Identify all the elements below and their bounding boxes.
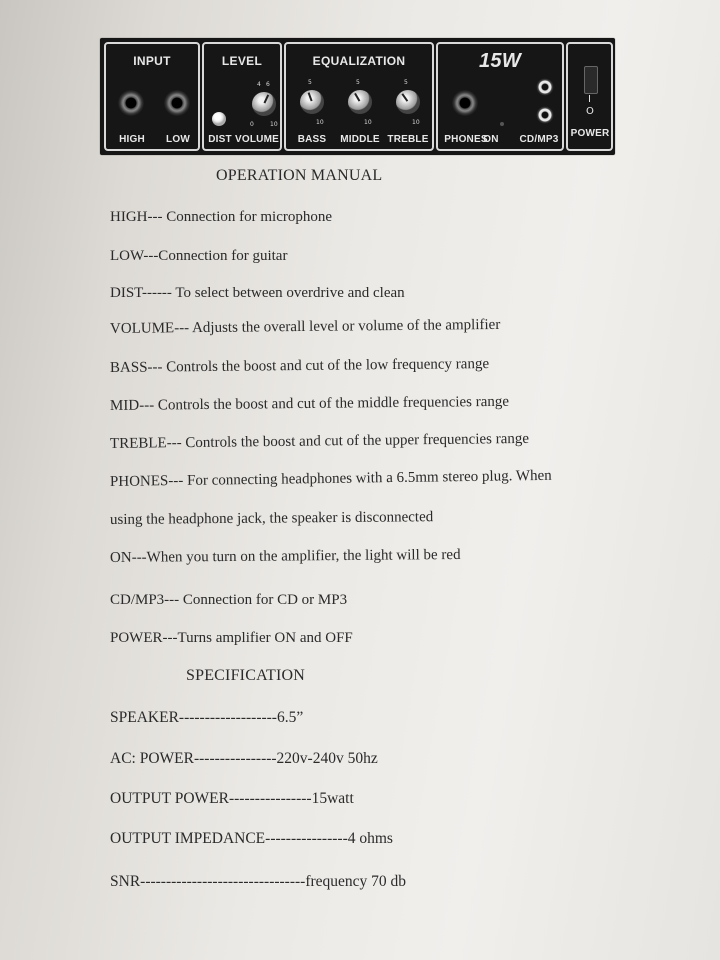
volume-knob xyxy=(252,92,276,116)
manual-line-phones: PHONES--- For connecting headphones with a 6.5mm stereo plug. When xyxy=(109,467,552,490)
operation-manual-heading: OPERATION MANUAL xyxy=(216,167,383,184)
power-section xyxy=(566,42,613,151)
bass-tick-5: 5 xyxy=(308,79,312,86)
manual-line-volume: VOLUME--- Adjusts the overall level or volume of the amplifier xyxy=(109,316,501,337)
equalization-title: EQUALIZATION xyxy=(312,54,406,68)
level-section xyxy=(202,42,282,151)
volume-tick-4: 4 xyxy=(257,81,261,88)
level-title: LEVEL xyxy=(221,54,263,68)
bass-label: BASS xyxy=(297,134,327,145)
phones-jack xyxy=(452,90,478,116)
input-title: INPUT xyxy=(133,54,171,68)
phones-label: PHONES xyxy=(444,134,488,145)
bass-knob xyxy=(300,90,324,114)
volume-label: VOLUME xyxy=(235,134,279,145)
volume-tick-0: 0 xyxy=(250,121,254,128)
wattage-title: 15W xyxy=(478,50,522,72)
manual-line-phones-cont: using the headphone jack, the speaker is disconnected xyxy=(109,509,434,528)
bass-tick-10: 10 xyxy=(316,119,324,126)
on-label: ON xyxy=(483,134,499,145)
power-led xyxy=(500,122,504,126)
low-input-jack xyxy=(164,90,190,116)
spec-line-speaker: SPEAKER-------------------6.5” xyxy=(110,709,304,726)
spec-line-ac-power: AC: POWER----------------220v-240v 50hz xyxy=(110,750,378,767)
manual-line-on: ON---When you turn on the amplifier, the light will be red xyxy=(109,546,461,566)
high-input-jack xyxy=(118,90,144,116)
middle-knob xyxy=(348,90,372,114)
spec-line-output-impedance: OUTPUT IMPEDANCE----------------4 ohms xyxy=(110,830,393,847)
cd-mp3-jack-left xyxy=(536,78,554,96)
power-on-mark: I xyxy=(588,94,591,105)
manual-line-low: LOW---Connection for guitar xyxy=(110,248,288,264)
manual-line-high: HIGH--- Connection for microphone xyxy=(110,209,333,225)
low-label: LOW xyxy=(166,134,190,145)
middle-label: MIDDLE xyxy=(340,134,380,145)
amplifier-control-panel xyxy=(100,38,615,155)
manual-line-treble: TREBLE--- Controls the boost and cut of the upper frequencies range xyxy=(109,430,530,452)
input-section xyxy=(104,42,200,151)
dist-button xyxy=(212,112,226,126)
power-off-mark: O xyxy=(586,106,594,117)
volume-tick-6: 6 xyxy=(266,81,270,88)
treble-tick-5: 5 xyxy=(404,79,408,86)
middle-tick-10: 10 xyxy=(364,119,372,126)
manual-line-dist: DIST------ To select between overdrive and clean xyxy=(110,285,405,301)
spec-line-output-power: OUTPUT POWER----------------15watt xyxy=(110,790,354,807)
high-label: HIGH xyxy=(119,134,145,145)
spec-line-snr: SNR--------------------------------frequency 70 db xyxy=(110,873,407,890)
cd-mp3-label: CD/MP3 xyxy=(519,134,559,145)
treble-knob xyxy=(396,90,420,114)
manual-line-bass: BASS--- Controls the boost and cut of the low frequency range xyxy=(109,356,490,376)
power-switch xyxy=(584,66,598,94)
dist-label: DIST xyxy=(208,134,232,145)
equalization-section xyxy=(284,42,434,151)
output-section xyxy=(436,42,564,151)
manual-line-cd-mp3: CD/MP3--- Connection for CD or MP3 xyxy=(110,592,348,608)
volume-tick-10: 10 xyxy=(270,121,278,128)
manual-line-power: POWER---Turns amplifier ON and OFF xyxy=(110,630,353,646)
treble-tick-10: 10 xyxy=(412,119,420,126)
middle-tick-5: 5 xyxy=(356,79,360,86)
specification-heading: SPECIFICATION xyxy=(186,667,306,684)
cd-mp3-jack-right xyxy=(536,106,554,124)
power-label: POWER xyxy=(570,128,610,139)
treble-label: TREBLE xyxy=(387,134,429,145)
manual-line-mid: MID--- Controls the boost and cut of the middle frequencies range xyxy=(109,393,510,414)
